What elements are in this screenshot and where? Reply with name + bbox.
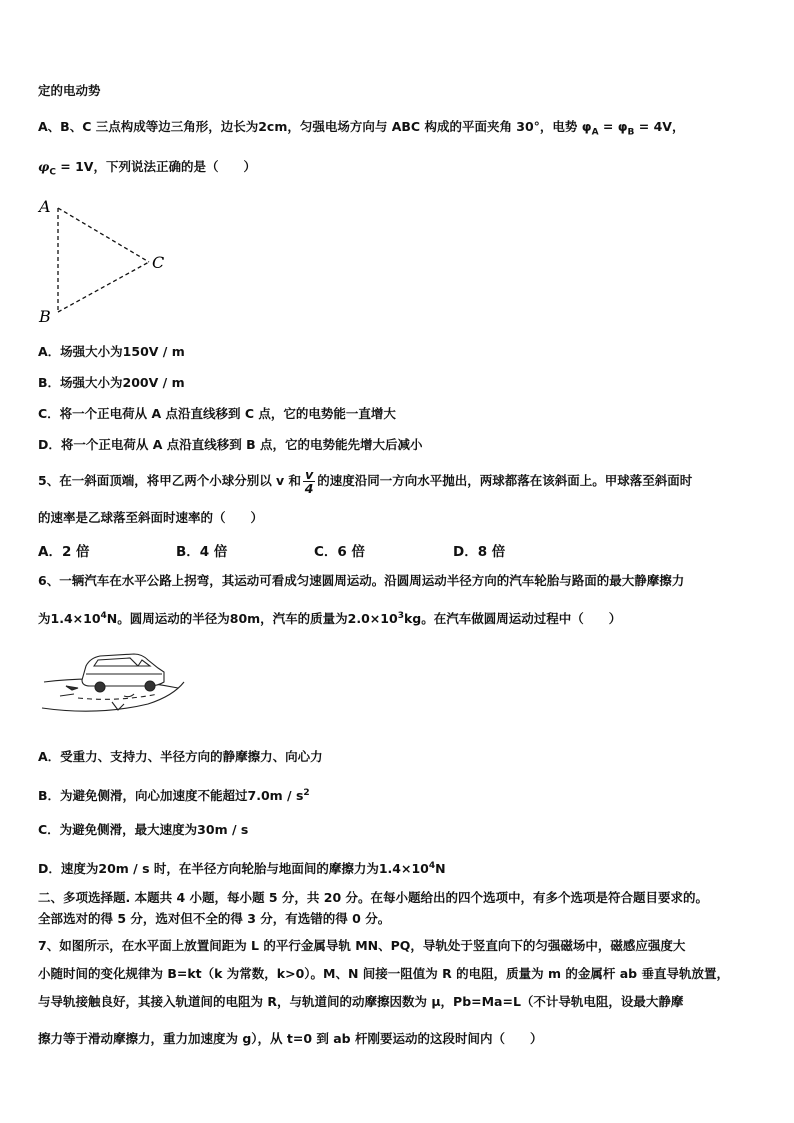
q4-sub-c: C <box>49 167 56 178</box>
q5-text-b: 的速度沿同一方向水平抛出，两球都落在该斜面上。甲球落至斜面时 <box>317 473 693 488</box>
section2-line2: 全部选对的得 5 分，选对但不全的得 3 分，有选错的得 0 分。 <box>38 911 391 926</box>
car-turning-illustration <box>38 638 188 720</box>
q6-text-a: 为1.4×10 <box>38 611 101 627</box>
q4-option-a: A．场强大小为150V / m <box>38 344 185 359</box>
triangle-diagram <box>36 196 176 326</box>
q4-phi: φ <box>38 159 50 174</box>
q6-line2 <box>38 607 621 628</box>
q4-sub-b: B <box>627 127 635 138</box>
q5-option-a: A．2 倍 <box>38 544 90 560</box>
q6-optb-exp: 2 <box>303 788 310 798</box>
side-bc <box>58 262 149 312</box>
q4-option-b: B．场强大小为200V / m <box>38 375 185 390</box>
q4-line2 <box>38 158 256 182</box>
continued-text: 定的电动势 <box>38 83 101 98</box>
q6-option-c: C．为避免侧滑，最大速度为30m / s <box>38 822 249 837</box>
q4-option-c: C．将一个正电荷从 A 点沿直线移到 C 点，它的电势能一直增大 <box>38 406 396 421</box>
q5-frac-num: v <box>305 467 314 482</box>
q6-optb-text: B．为避免侧滑，向心加速度不能超过7.0m / s <box>38 788 304 804</box>
q5-line1 <box>38 466 692 496</box>
q4-line1 <box>38 118 684 142</box>
q5-fraction <box>303 468 315 495</box>
q6-text-b: N。圆周运动的半径为80m，汽车的质量为2.0×10 <box>106 611 398 627</box>
q6-option-a: A．受重力、支持力、半径方向的静摩擦力、向心力 <box>38 749 323 764</box>
q5-option-d: D．8 倍 <box>453 544 506 560</box>
q6-option-d <box>38 857 446 878</box>
q7-line3: 与导轨接触良好，其接入轨道间的电阻为 R，与轨道间的动摩擦因数为 μ，Pb=Ma=L（不计导轨电阻，设最大静摩 <box>38 994 684 1009</box>
q5-option-c: C．6 倍 <box>314 544 366 560</box>
q4-sub-a: A <box>591 127 599 138</box>
q4-text-a: A、B、C 三点构成等边三角形，边长为2cm，匀强电场方向与 ABC 构成的平面夹角 30°，电势 φ <box>38 119 592 134</box>
q4-text-c: = 4V， <box>634 119 685 134</box>
q5-text-a: 5、在一斜面顶端，将甲乙两个小球分别以 v 和 <box>38 473 302 488</box>
label-c: C <box>152 253 165 272</box>
q7-line4: 擦力等于滑动摩擦力，重力加速度为 g），从 t=0 到 ab 杆刚要运动的这段时间内（ ） <box>38 1031 543 1046</box>
q4-option-d: D．将一个正电荷从 A 点沿直线移到 B 点，它的电势能先增大后减小 <box>38 437 423 452</box>
q6-optd-text: D．速度为20m / s 时，在半径方向轮胎与地面间的摩擦力为1.4×10 <box>38 861 429 877</box>
q7-line1: 7、如图所示，在水平面上放置间距为 L 的平行金属导轨 MN、PQ，导轨处于竖直向下的匀强磁场中，磁感应强度大 <box>38 938 686 953</box>
label-b: B <box>39 307 51 326</box>
q4-line2-text: = 1V，下列说法正确的是（ ） <box>55 159 256 174</box>
q5-option-b: B．4 倍 <box>176 544 228 560</box>
q6-text-c: kg。在汽车做圆周运动过程中（ ） <box>403 611 622 627</box>
q5-frac-den: 4 <box>304 481 314 496</box>
q4-text-b: = φ <box>598 119 628 134</box>
q6-exp-b: 3 <box>397 611 404 621</box>
label-a: A <box>39 197 51 216</box>
q5-line2: 的速率是乙球落至斜面时速率的（ ） <box>38 510 264 525</box>
q6-exp-a: 4 <box>100 611 107 621</box>
section2-line1: 二、多项选择题. 本题共 4 小题，每小题 5 分，共 20 分。在每小题给出的四个选项中，有多个选项是符合题目要求的。 <box>38 890 709 905</box>
side-ac <box>58 208 149 262</box>
q6-optd-unit: N <box>435 861 446 877</box>
q6-option-b <box>38 784 310 805</box>
q6-optd-exp: 4 <box>428 861 436 871</box>
q7-line2: 小随时间的变化规律为 B=kt（k 为常数，k>0）。M、N 间接一阻值为 R 的电阻，质量为 m 的金属杆 ab 垂直导轨放置， <box>38 966 729 981</box>
q6-line1: 6、一辆汽车在水平公路上拐弯，其运动可看成匀速圆周运动。沿圆周运动半径方向的汽车轮胎与路面的最大静摩擦力 <box>38 573 685 588</box>
